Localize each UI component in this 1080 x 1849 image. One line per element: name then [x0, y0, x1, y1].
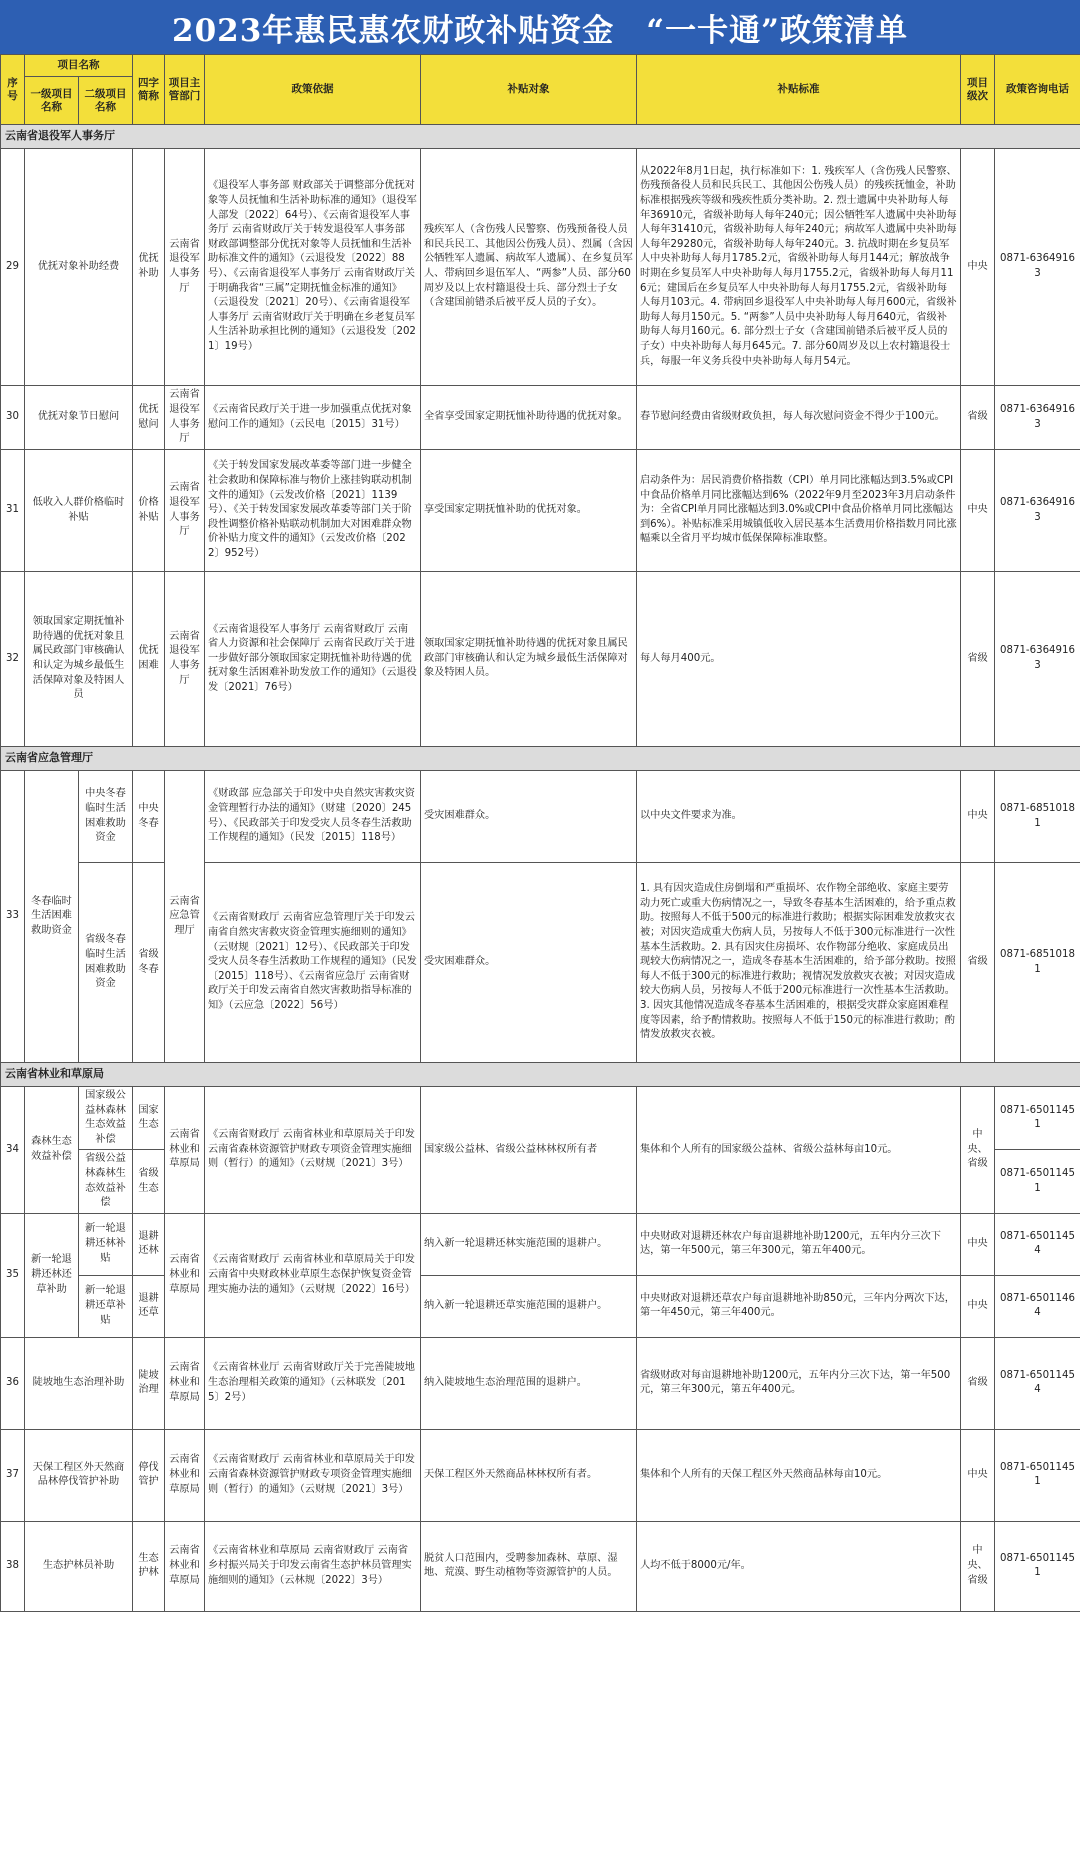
cell-project-name: 新一轮退耕还林还草补助 [25, 1213, 79, 1337]
cell-subproject-name: 新一轮退耕还林补贴 [79, 1213, 133, 1275]
cell-project-name: 冬春临时生活困难救助资金 [25, 771, 79, 1063]
cell-target: 国家级公益林、省级公益林林权所有者 [421, 1087, 637, 1214]
cell-dept: 云南省林业和草原局 [165, 1087, 205, 1214]
cell-target: 全省享受国家定期抚恤补助待遇的优抚对象。 [421, 386, 637, 450]
cell-basis: 《退役军人事务部 财政部关于调整部分优抚对象等人员抚恤和生活补助标准的通知》（退役军人部发〔2022〕64号）、《云南省退役军人事务厅 云南省财政厅关于转发退役军人事务部 财政部调整部分优抚对象等人员抚恤和生活补助标准文件的通知》（云退役发〔2022〕88号）、《云南省退役军人事务厅 云南省财政厅关于明确我省“三属”定期抚恤金标准的通知》（云退役发〔2021〕20号）、《云南省退役军人事务厅 云南省财政厅关于明确在乡老复员军人生活补助承担比例的通知》（云退役发〔2021〕19号） [205, 149, 421, 386]
cell-basis: 《云南省财政厅 云南省应急管理厅关于印发云南省自然灾害救灾资金管理实施细则的通知》（云财规〔2021〕12号）、《民政部关于印发受灾人员冬春生活救助工作规程的通知》（民发〔2015〕118号）、《云南省应急厅 云南省财政厅关于印发云南省自然灾害救助指导标准的知》（云应急〔2022〕56号） [205, 863, 421, 1063]
cell-target: 纳入新一轮退耕还林实施范围的退耕户。 [421, 1213, 637, 1275]
cell-dept: 云南省退役军人事务厅 [165, 386, 205, 450]
cell-level: 中央 [961, 1429, 995, 1521]
cell-project-name: 生态护林员补助 [25, 1521, 133, 1611]
cell-standard: 集体和个人所有的国家级公益林、省级公益林每亩10元。 [637, 1087, 961, 1214]
cell-standard: 中央财政对退耕还草农户每亩退耕地补助850元，三年内分两次下达，第一年450元，第三年400元。 [637, 1275, 961, 1337]
cell-abbr: 优抚补助 [133, 149, 165, 386]
cell-phone: 0871-63649163 [995, 572, 1080, 747]
cell-standard: 集体和个人所有的天保工程区外天然商品林每亩10元。 [637, 1429, 961, 1521]
cell-level: 中央 [961, 1213, 995, 1275]
cell-dept: 云南省林业和草原局 [165, 1213, 205, 1337]
cell-abbr: 退耕还林 [133, 1213, 165, 1275]
page-title-banner [0, 0, 1080, 54]
cell-dept: 云南省退役军人事务厅 [165, 149, 205, 386]
cell-phone: 0871-68510181 [995, 863, 1080, 1063]
cell-basis: 《云南省财政厅 云南省林业和草原局关于印发云南省森林资源管护财政专项资金管理实施细则（暂行）的通知》（云财规〔2021〕3号） [205, 1429, 421, 1521]
header-basis: 政策依据 [205, 55, 421, 125]
table-row [1, 1213, 1080, 1275]
cell-level: 中央 [961, 1275, 995, 1337]
cell-abbr: 优抚慰问 [133, 386, 165, 450]
cell-level: 中央、省级 [961, 1087, 995, 1214]
cell-phone: 0871-65011451 [995, 1150, 1080, 1213]
table-row [1, 771, 1080, 863]
table-row [1, 863, 1080, 1063]
cell-basis: 《云南省退役军人事务厅 云南省财政厅 云南省人力资源和社会保障厅 云南省民政厅关于进一步做好部分领取国家定期抚恤补助待遇的优抚对象生活困难补助发放工作的通知》（云退役发〔2021〕76号） [205, 572, 421, 747]
cell-target: 天保工程区外天然商品林林权所有者。 [421, 1429, 637, 1521]
cell-standard: 省级财政对每亩退耕地补助1200元，五年内分三次下达，第一年500元，第三年300元，第五年400元。 [637, 1337, 961, 1429]
cell-level: 省级 [961, 1337, 995, 1429]
header-target: 补贴对象 [421, 55, 637, 125]
cell-phone: 0871-65011451 [995, 1521, 1080, 1611]
cell-target: 残疾军人（含伤残人民警察、伤残预备役人员和民兵民工、其他因公伤残人员）、烈属（含因公牺牲军人遗属、病故军人遗属）、在乡复员军人、带病回乡退伍军人、“两参”人员、部分60周岁及以上农村籍退役士兵、部分烈士子女（含建国前错杀后被平反人员的子女）。 [421, 149, 637, 386]
header-level2: 二级项目名称 [79, 77, 133, 125]
table-row [1, 1087, 1080, 1150]
table-row [1, 1275, 1080, 1337]
cell-seq: 29 [1, 149, 25, 386]
cell-basis: 《云南省林业和草原局 云南省财政厅 云南省乡村振兴局关于印发云南省生态护林员管理实施细则的通知》（云林规〔2022〕3号） [205, 1521, 421, 1611]
section-forestry: 云南省林业和草原局 [1, 1063, 1080, 1087]
cell-abbr: 停伐管护 [133, 1429, 165, 1521]
cell-phone: 0871-63649163 [995, 386, 1080, 450]
cell-project-name: 天保工程区外天然商品林停伐管护补助 [25, 1429, 133, 1521]
cell-abbr: 国家生态 [133, 1087, 165, 1150]
table-row [1, 149, 1080, 386]
table-row [1, 386, 1080, 450]
cell-phone: 0871-63649163 [995, 149, 1080, 386]
cell-abbr: 省级冬春 [133, 863, 165, 1063]
cell-standard: 1. 具有因灾造成住房倒塌和严重损坏、农作物全部绝收、家庭主要劳动力死亡或重大伤病情况之一，导致冬春基本生活困难的，给予重点救助。按照每人不低于500元的标准进行救助；根据实际困难发放救灾衣被；对因灾造成重大伤病人员，另按每人不低于300元标准进行一次性基本生活救助。2. 具有因灾住房损坏、农作物部分绝收、家庭成员出现较大伤病情况之一，造成冬春基本生活困难的，给予部分救助。按照每人不低于300元的标准进行救助；视情况发放救灾衣被；对因灾造成较大伤病人员，另按每人不低于200元标准进行一次性基本生活救助。3. 因灾其他情况造成冬春基本生活困难的，根据受灾群众家庭困难程度等因素，给予酌情救助。按照每人不低于150元的标准进行救助；酌情发放救灾衣被。 [637, 863, 961, 1063]
cell-target: 受灾困难群众。 [421, 771, 637, 863]
cell-level: 中央 [961, 149, 995, 386]
cell-level: 省级 [961, 863, 995, 1063]
table-row [1, 572, 1080, 747]
cell-subproject-name: 新一轮退耕还草补贴 [79, 1275, 133, 1337]
table-row [1, 450, 1080, 572]
cell-target: 纳入新一轮退耕还草实施范围的退耕户。 [421, 1275, 637, 1337]
cell-phone: 0871-65011451 [995, 1087, 1080, 1150]
cell-seq: 33 [1, 771, 25, 1063]
cell-basis: 《云南省林业厅 云南省财政厅关于完善陡坡地生态治理相关政策的通知》（云林联发〔2015〕2号） [205, 1337, 421, 1429]
section-row [1, 1063, 1080, 1087]
cell-phone: 0871-65011454 [995, 1213, 1080, 1275]
cell-abbr: 生态护林 [133, 1521, 165, 1611]
cell-seq: 37 [1, 1429, 25, 1521]
cell-seq: 38 [1, 1521, 25, 1611]
cell-seq: 32 [1, 572, 25, 747]
cell-seq: 30 [1, 386, 25, 450]
cell-target: 领取国家定期抚恤补助待遇的优抚对象且属民政部门审核确认和认定为城乡最低生活保障对象及特困人员。 [421, 572, 637, 747]
cell-phone: 0871-68510181 [995, 771, 1080, 863]
header-level1: 一级项目名称 [25, 77, 79, 125]
cell-project-name: 优抚对象补助经费 [25, 149, 133, 386]
cell-subproject-name: 省级公益林森林生态效益补偿 [79, 1150, 133, 1213]
cell-standard: 人均不低于8000元/年。 [637, 1521, 961, 1611]
cell-project-name: 陡坡地生态治理补助 [25, 1337, 133, 1429]
header-standard: 补贴标准 [637, 55, 961, 125]
header-level: 项目级次 [961, 55, 995, 125]
cell-seq: 34 [1, 1087, 25, 1214]
cell-standard: 中央财政对退耕还林农户每亩退耕地补助1200元，五年内分三次下达，第一年500元，第三年300元，第五年400元。 [637, 1213, 961, 1275]
cell-level: 省级 [961, 386, 995, 450]
cell-target: 享受国家定期抚恤补助的优抚对象。 [421, 450, 637, 572]
cell-project-name: 优抚对象节日慰问 [25, 386, 133, 450]
cell-dept: 云南省林业和草原局 [165, 1521, 205, 1611]
cell-project-name: 低收入人群价格临时补贴 [25, 450, 133, 572]
cell-phone: 0871-63649163 [995, 450, 1080, 572]
table-row [1, 1429, 1080, 1521]
table-row [1, 1521, 1080, 1611]
cell-abbr: 价格补贴 [133, 450, 165, 572]
cell-standard: 以中央文件要求为准。 [637, 771, 961, 863]
cell-subproject-name: 省级冬春临时生活困难救助资金 [79, 863, 133, 1063]
cell-phone: 0871-65011451 [995, 1429, 1080, 1521]
cell-abbr: 退耕还草 [133, 1275, 165, 1337]
cell-level: 省级 [961, 572, 995, 747]
cell-dept: 云南省林业和草原局 [165, 1429, 205, 1521]
cell-basis: 《云南省财政厅 云南省林业和草原局关于印发云南省森林资源管护财政专项资金管理实施细则（暂行）的通知》（云财规〔2021〕3号） [205, 1087, 421, 1214]
cell-phone: 0871-65011464 [995, 1275, 1080, 1337]
section-emergency: 云南省应急管理厅 [1, 747, 1080, 771]
section-row [1, 747, 1080, 771]
cell-dept: 云南省退役军人事务厅 [165, 572, 205, 747]
cell-subproject-name: 国家级公益林森林生态效益补偿 [79, 1087, 133, 1150]
cell-seq: 36 [1, 1337, 25, 1429]
cell-standard: 从2022年8月1日起，执行标准如下：1. 残疾军人（含伤残人民警察、伤残预备役人员和民兵民工、其他因公伤残人员）的残疾抚恤金，补助标准根据残疾等级和残疾性质分类补助。2. 烈士遗属中央补助每人每年36910元，省级补助每人每年240元；因公牺牲军人遗属中央补助每人每年31410元，省级补助每人每年240元；病故军人遗属中央补助每人每年29280元，省级补助每人每年240元。3. 抗战时期在乡复员军人中央补助每人每月1785.2元，省级补助每人每月144元；解放战争时期在乡复员军人中央补助每人每月1755.2元，省级补助每人每月116元；建国后在乡复员军人中央补助每人每月1755.2元，省级补助每人每月103元。4. 带病回乡退役军人中央补助每人每月600元，省级补助每人每月150元。5. “两参”人员中央补助每人每月640元，省级补助每人每月160元。6. 部分烈士子女（含建国前错杀后被平反人员的子女）中央补助每人每月645元。7. 部分60周岁及以上农村籍退役士兵，每服一年义务兵役中央补助每人每月54元。 [637, 149, 961, 386]
cell-project-name: 森林生态效益补偿 [25, 1087, 79, 1214]
cell-basis: 《关于转发国家发展改革委等部门进一步健全社会救助和保障标准与物价上涨挂钩联动机制文件的通知》（云发改价格〔2021〕1139号）、《关于转发国家发展改革委等部门关于阶段性调整价格补贴联动机制加大对困难群众物价补贴力度文件的通知》（云发改价格〔2022〕952号） [205, 450, 421, 572]
cell-project-name: 领取国家定期抚恤补助待遇的优抚对象且属民政部门审核确认和认定为城乡最低生活保障对象及特困人员 [25, 572, 133, 747]
cell-abbr: 中央冬春 [133, 771, 165, 863]
page-title: 2023年惠民惠农财政补贴资金 “一卡通”政策清单 [172, 12, 908, 49]
section-veterans: 云南省退役军人事务厅 [1, 125, 1080, 149]
cell-abbr: 优抚困难 [133, 572, 165, 747]
cell-abbr: 省级生态 [133, 1150, 165, 1213]
cell-level: 中央 [961, 450, 995, 572]
cell-subproject-name: 中央冬春临时生活困难救助资金 [79, 771, 133, 863]
cell-level: 中央 [961, 771, 995, 863]
cell-dept: 云南省林业和草原局 [165, 1337, 205, 1429]
cell-standard: 春节慰问经费由省级财政负担，每人每次慰问资金不得少于100元。 [637, 386, 961, 450]
cell-basis: 《财政部 应急部关于印发中央自然灾害救灾资金管理暂行办法的通知》（财建〔2020〕245号）、《民政部关于印发受灾人员冬春生活救助工作规程的通知》（民发〔2015〕118号） [205, 771, 421, 863]
policy-table [0, 54, 1080, 1612]
cell-level: 中央、省级 [961, 1521, 995, 1611]
cell-seq: 31 [1, 450, 25, 572]
table-row [1, 1337, 1080, 1429]
header-dept: 项目主管部门 [165, 55, 205, 125]
cell-target: 纳入陡坡地生态治理范围的退耕户。 [421, 1337, 637, 1429]
cell-dept: 云南省退役军人事务厅 [165, 450, 205, 572]
cell-target: 脱贫人口范围内，受聘参加森林、草原、湿地、荒漠、野生动植物等资源管护的人员。 [421, 1521, 637, 1611]
cell-standard: 每人每月400元。 [637, 572, 961, 747]
cell-dept: 云南省应急管理厅 [165, 771, 205, 1063]
header-project-name: 项目名称 [25, 55, 133, 77]
header-seq: 序号 [1, 55, 25, 125]
cell-basis: 《云南省民政厅关于进一步加强重点优抚对象慰问工作的通知》（云民电〔2015〕31号） [205, 386, 421, 450]
cell-standard: 启动条件为：居民消费价格指数（CPI）单月同比涨幅达到3.5%或CPI中食品价格单月同比涨幅达到6%（2022年9月至2023年3月启动条件为：全省CPI单月同比涨幅达到3.0%或CPI中食品价格单月同比涨幅达到6%）。补贴标准采用城镇低收入居民基本生活费用价格指数月同比涨幅乘以全省月平均城市低保保障标准取整。 [637, 450, 961, 572]
header-phone: 政策咨询电话 [995, 55, 1080, 125]
cell-phone: 0871-65011454 [995, 1337, 1080, 1429]
cell-seq: 35 [1, 1213, 25, 1337]
section-row [1, 125, 1080, 149]
cell-abbr: 陡坡治理 [133, 1337, 165, 1429]
header-abbr: 四字简称 [133, 55, 165, 125]
cell-target: 受灾困难群众。 [421, 863, 637, 1063]
cell-basis: 《云南省财政厅 云南省林业和草原局关于印发云南省中央财政林业草原生态保护恢复资金管理实施办法的通知》（云财规〔2022〕16号） [205, 1213, 421, 1337]
